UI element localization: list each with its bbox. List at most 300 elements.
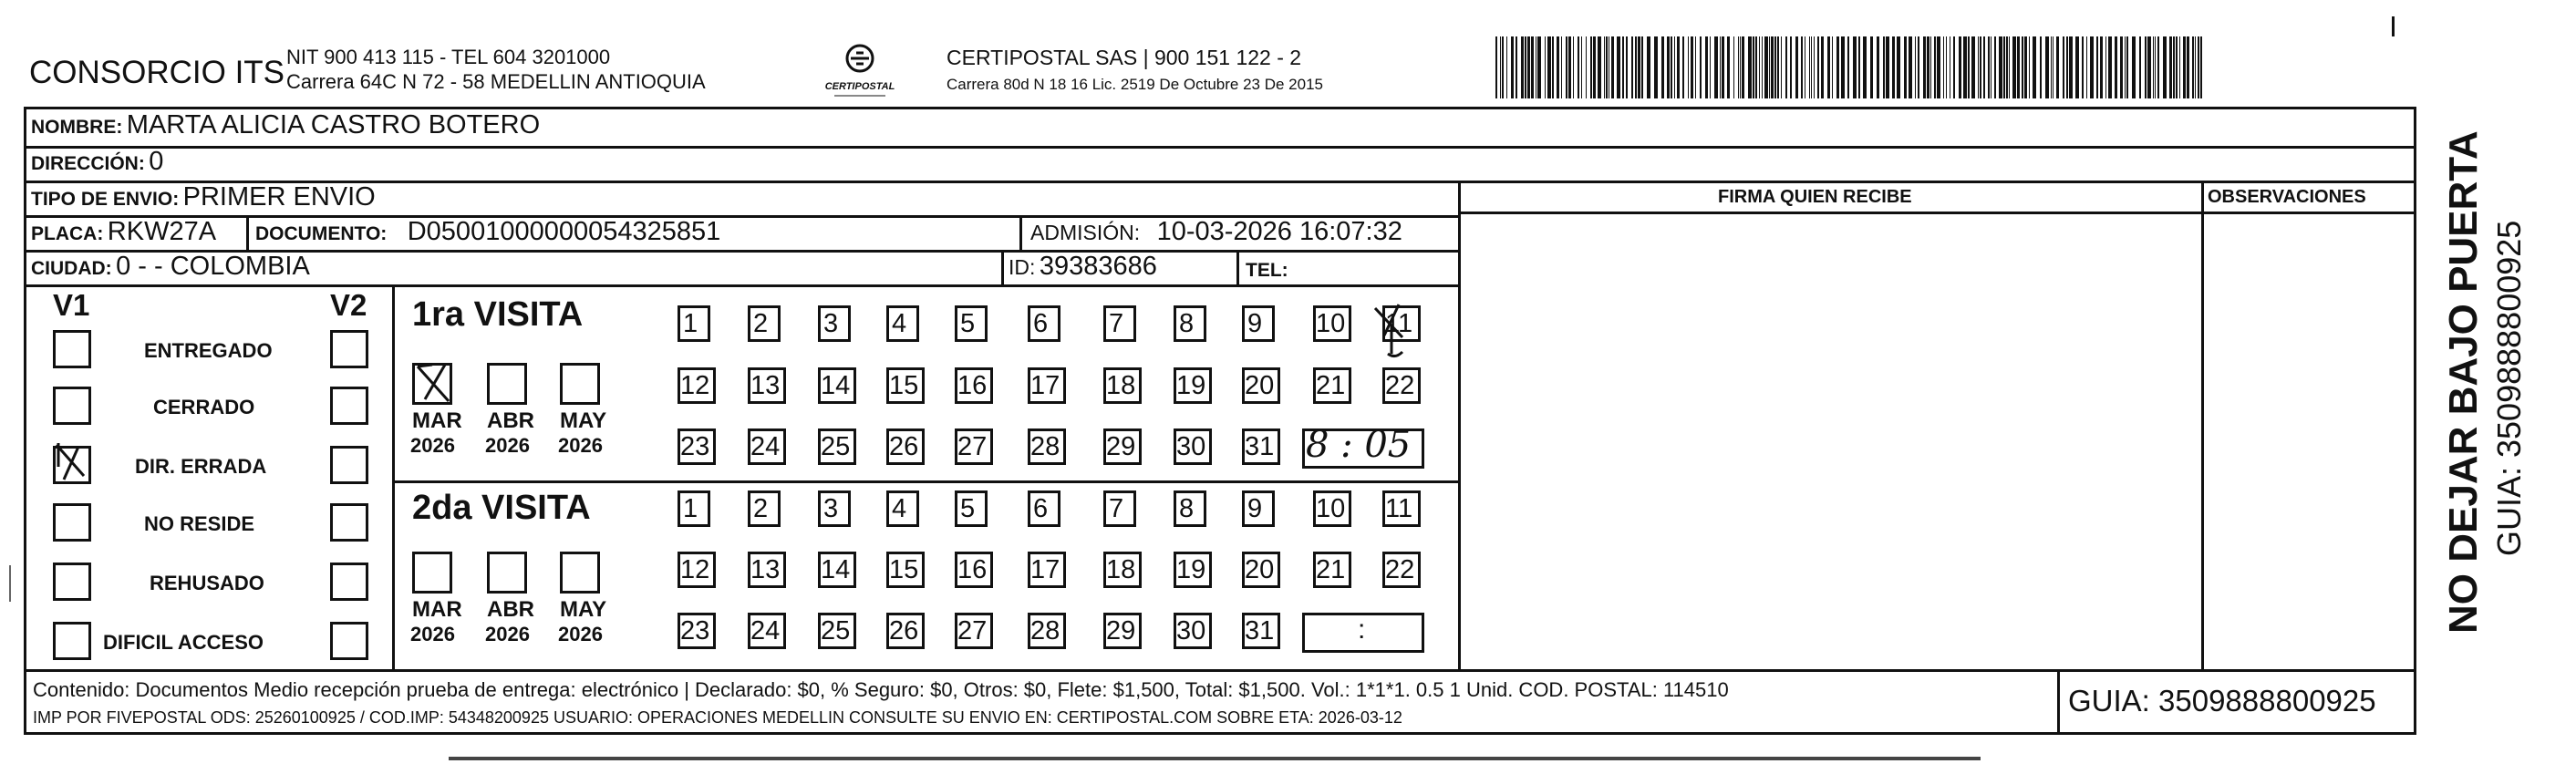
barcode-bar [2153, 36, 2154, 98]
visit1-day-number: 8 [1179, 309, 1195, 338]
barcode-bar [1892, 36, 1895, 98]
svg-text:CERTIPOSTAL: CERTIPOSTAL [824, 81, 895, 92]
barcode-bar [1727, 36, 1730, 98]
barcode-bar [1495, 36, 1497, 98]
ciudad-label: CIUDAD: [31, 258, 112, 279]
documento-label: DOCUMENTO: [255, 223, 388, 244]
field-divider [246, 215, 249, 250]
barcode-bar [2132, 36, 2136, 98]
documento-value: D05001000000054325851 [407, 217, 721, 246]
status-label: ENTREGADO [144, 339, 273, 362]
barcode-bar [2145, 36, 2147, 98]
v2-checkbox[interactable] [330, 330, 368, 368]
visit1-day-number: 24 [750, 432, 781, 461]
tel-label: TEL: [1246, 260, 1288, 281]
visit2-day-number: 5 [960, 494, 976, 523]
barcode-bar [1827, 36, 1830, 98]
barcode-bar [1927, 36, 1929, 98]
barcode-bar [1883, 36, 1885, 98]
visit2-title: 2da VISITA [412, 489, 591, 527]
visit1-day-number: 14 [821, 371, 851, 400]
barcode-bar [2183, 36, 2186, 98]
barcode-bar [1586, 36, 1587, 98]
visit1-day-number: 6 [1033, 309, 1049, 338]
barcode-bar [1691, 36, 1693, 98]
left-edge-tick [9, 565, 11, 602]
barcode-bar [1748, 36, 1752, 98]
direccion-label: DIRECCIÓN: [31, 153, 145, 174]
barcode-bar [1814, 36, 1815, 98]
visit1-day-number: 2 [753, 309, 769, 338]
visit2-day-number: 8 [1179, 494, 1195, 523]
barcode-bar [1774, 36, 1776, 98]
visit2-day-number: 28 [1030, 616, 1060, 645]
barcode-bar [1700, 36, 1702, 98]
visit1-month-label: MAR [412, 408, 462, 433]
visit2-day-number: 27 [957, 616, 988, 645]
barcode-bar [1502, 36, 1504, 98]
v1-checkbox[interactable] [53, 563, 91, 601]
visit2-day-number: 10 [1316, 494, 1346, 523]
tel-field [1246, 255, 1288, 282]
barcode-bar [1886, 36, 1889, 98]
barcode-bar [1870, 36, 1873, 98]
barcode-bar [1809, 36, 1810, 98]
barcode-bar [2200, 36, 2202, 98]
visit2-day-number: 6 [1033, 494, 1049, 523]
barcode-bar [2115, 36, 2117, 98]
barcode-bar [1506, 36, 1507, 98]
barcode-bar [1959, 36, 1961, 98]
visit2-day-number: 21 [1316, 555, 1346, 584]
barcode-bar [2075, 36, 2079, 98]
v2-checkbox[interactable] [330, 563, 368, 601]
barcode-bar [1606, 36, 1608, 98]
barcode-bar [1821, 36, 1824, 98]
barcode-bar [1511, 36, 1514, 98]
barcode-bar [2096, 36, 2098, 98]
barcode-bar [1795, 36, 1798, 98]
barcode-bar [1545, 36, 1546, 98]
visit1-day-number: 7 [1109, 309, 1124, 338]
v2-checkbox[interactable] [330, 622, 368, 660]
visit1-day-number: 5 [960, 309, 976, 338]
visit1-day-number: 18 [1106, 371, 1136, 400]
barcode-bar [1622, 36, 1624, 98]
visit2-month-label: MAR [412, 597, 462, 622]
v1-checkbox[interactable] [53, 330, 91, 368]
barcode-bar [1785, 36, 1787, 98]
barcode-bar [1682, 36, 1684, 98]
barcode-bar [1667, 36, 1670, 98]
barcode-bar [1578, 36, 1579, 98]
barcode-bar [1817, 36, 1819, 98]
visit1-month-label: ABR [487, 408, 534, 433]
visit2-day-number: 22 [1385, 555, 1415, 584]
section-divider [2057, 669, 2060, 735]
barcode-bar [2009, 36, 2010, 98]
certipostal-line1: CERTIPOSTAL SAS | 900 151 122 - 2 [947, 46, 1302, 69]
placa-value: RKW27A [107, 217, 217, 246]
barcode-bar [2120, 36, 2123, 98]
barcode-bar [1836, 36, 1839, 98]
company-address: Carrera 64C N 72 - 58 MEDELLIN ANTIOQUIA [286, 70, 706, 93]
visit2-day-number: 20 [1245, 555, 1275, 584]
barcode-bar [2192, 36, 2194, 98]
barcode-bar [1566, 36, 1567, 98]
visit1-day-number: 15 [889, 371, 919, 400]
barcode-bar [1677, 36, 1680, 98]
barcode-bar [2179, 36, 2180, 98]
barcode-bar [2017, 36, 2020, 98]
visit1-day-number: 16 [957, 371, 988, 400]
visit1-year-label: 2026 [485, 434, 530, 457]
barcode-bar [1527, 36, 1530, 98]
certipostal-logo [814, 38, 905, 102]
visit1-day-number: 10 [1316, 309, 1346, 338]
visit1-day-number: 9 [1247, 309, 1263, 338]
barcode-bar [1904, 36, 1907, 98]
barcode-bar [2006, 36, 2008, 98]
tipo-envio-field [31, 184, 376, 211]
tipo-envio-value: PRIMER ENVIO [182, 182, 376, 212]
form-frame [24, 107, 2416, 735]
visit1-title: 1ra VISITA [412, 295, 584, 334]
barcode-bar [1626, 36, 1628, 98]
field-divider [1001, 250, 1004, 284]
barcode-bar [1753, 36, 1754, 98]
barcode-bar [1722, 36, 1724, 98]
barcode-bar [1500, 36, 1501, 98]
visit2-day-number: 15 [889, 555, 919, 584]
admision-field [1030, 219, 1402, 245]
status-label: NO RESIDE [144, 512, 255, 535]
barcode-bar [1531, 36, 1534, 98]
visit1-day-number: 4 [892, 309, 907, 338]
barcode-bar [1994, 36, 1996, 98]
documento-field [255, 219, 720, 245]
side-guia: GUIA: 3509888800925 [2490, 220, 2528, 556]
barcode-bar [1762, 36, 1763, 98]
visit1-day-number: 23 [680, 432, 710, 461]
field-divider [1019, 215, 1022, 250]
section-divider [392, 284, 395, 669]
barcode-bar [1631, 36, 1633, 98]
barcode-bar [2086, 36, 2087, 98]
barcode-bar [1978, 36, 1979, 98]
barcode-bar [2012, 36, 2016, 98]
visit1-day-number: 13 [750, 371, 781, 400]
barcode-bar [2053, 36, 2054, 98]
barcode-bar [1909, 36, 1912, 98]
visit1-day-number: 30 [1176, 432, 1206, 461]
visit2-month-label: MAY [560, 597, 607, 622]
visit2-day-number: 14 [821, 555, 851, 584]
visit2-day-number: 9 [1247, 494, 1263, 523]
status-label: REHUSADO [150, 572, 264, 594]
row-divider [24, 284, 1458, 287]
footer-imp: IMP POR FIVEPOSTAL ODS: 25260100925 / COD.IMP: 54348200925 USUARIO: OPERACIONES MEDELLIN CONSULTE SU ENVIO EN: CERTIPOSTAL.COM SOBRE ETA: 2026-03-12 [33, 708, 1402, 727]
visit1-year-label: 2026 [410, 434, 455, 457]
barcode-bar [2187, 36, 2189, 98]
barcode-bar [1918, 36, 1919, 98]
barcode-bar [1661, 36, 1664, 98]
barcode-bar [1953, 36, 1955, 98]
visit1-day-number: 1 [683, 309, 698, 338]
barcode-bar [1847, 36, 1849, 98]
visit1-day-number: 3 [823, 309, 839, 338]
barcode-bar [1983, 36, 1985, 98]
barcode-bar [1968, 36, 1970, 98]
certipostal-line2: Carrera 80d N 18 16 Lic. 2519 De Octubre 23 De 2015 [947, 76, 1323, 93]
barcode [1495, 36, 2202, 98]
row-divider [24, 146, 2416, 149]
barcode-bar [2108, 36, 2112, 98]
barcode-bar [1521, 36, 1524, 98]
barcode-bar [1923, 36, 1926, 98]
barcode-bar [1590, 36, 1592, 98]
barcode-bar [1705, 36, 1708, 98]
field-divider [1236, 250, 1239, 284]
visit2-month-checkbox[interactable] [560, 552, 600, 594]
visit1-month-checkbox[interactable] [560, 363, 600, 405]
check-mark-day-11 [1371, 299, 1417, 363]
direccion-field [31, 149, 163, 175]
admision-label: ADMISIÓN: [1030, 221, 1141, 244]
v1-header: V1 [53, 288, 90, 322]
barcode-bar [2029, 36, 2030, 98]
barcode-bar [2069, 36, 2073, 98]
bottom-rule [449, 757, 1981, 760]
barcode-bar [1980, 36, 1981, 98]
barcode-bar [2024, 36, 2027, 98]
barcode-bar [2040, 36, 2042, 98]
barcode-bar [1568, 36, 1571, 98]
barcode-bar [1759, 36, 1760, 98]
v2-checkbox[interactable] [330, 387, 368, 425]
barcode-bar [1781, 36, 1782, 98]
check-mark-visit1-mar [412, 359, 458, 408]
v1-checkbox[interactable] [53, 387, 91, 425]
firma-header: FIRMA QUIEN RECIBE [1718, 187, 1912, 207]
barcode-bar [2033, 36, 2036, 98]
barcode-bar [1635, 36, 1637, 98]
visit2-day-number: 29 [1106, 616, 1136, 645]
visit2-day-number: 17 [1030, 555, 1060, 584]
barcode-bar [2100, 36, 2103, 98]
barcode-bar [1841, 36, 1845, 98]
barcode-bar [1943, 36, 1944, 98]
barcode-bar [1525, 36, 1526, 98]
barcode-bar [1742, 36, 1744, 98]
col-divider [1458, 181, 1461, 669]
visit1-day-number: 21 [1316, 371, 1346, 400]
barcode-bar [1674, 36, 1675, 98]
barcode-bar [1617, 36, 1620, 98]
visit2-year-label: 2026 [558, 623, 603, 645]
barcode-bar [1581, 36, 1582, 98]
barcode-bar [2163, 36, 2167, 98]
barcode-bar [1897, 36, 1900, 98]
barcode-bar [1641, 36, 1643, 98]
visit2-day-number: 23 [680, 616, 710, 645]
visit1-day-number: 20 [1245, 371, 1275, 400]
visit1-day-number: 17 [1030, 371, 1060, 400]
barcode-bar [1853, 36, 1857, 98]
barcode-bar [1611, 36, 1614, 98]
visit2-day-number: 4 [892, 494, 907, 523]
visit1-month-label: MAY [560, 408, 607, 433]
barcode-bar [1946, 36, 1947, 98]
barcode-bar [1720, 36, 1721, 98]
status-label: DIR. ERRADA [135, 455, 267, 478]
row-divider [1458, 212, 2416, 214]
barcode-bar [2063, 36, 2064, 98]
status-label: DIFICIL ACCESO [103, 631, 264, 654]
nombre-field [31, 112, 540, 139]
barcode-bar [2045, 36, 2049, 98]
top-right-tick [2392, 16, 2395, 36]
barcode-bar [1710, 36, 1711, 98]
status-label: CERRADO [153, 396, 255, 418]
barcode-bar [1654, 36, 1658, 98]
company-name: CONSORCIO ITS [29, 55, 285, 90]
visit2-year-label: 2026 [485, 623, 530, 645]
check-mark-dir-errada [51, 439, 91, 485]
visit1-day-number: 31 [1245, 432, 1275, 461]
tipo-envio-label: TIPO DE ENVIO: [31, 189, 180, 210]
visit1-day-number: 11 [1385, 309, 1413, 338]
barcode-bar [1832, 36, 1833, 98]
visit2-day-number: 2 [753, 494, 769, 523]
visit2-time: : [1358, 614, 1366, 645]
barcode-bar [1769, 36, 1770, 98]
nombre-label: NOMBRE: [31, 117, 123, 138]
visit2-month-label: ABR [487, 597, 534, 622]
barcode-bar [2126, 36, 2128, 98]
barcode-bar [1771, 36, 1774, 98]
barcode-bar [1971, 36, 1975, 98]
barcode-bar [2082, 36, 2084, 98]
ciudad-value: 0 - - COLOMBIA [116, 252, 310, 281]
visit1-year-label: 2026 [558, 434, 603, 457]
barcode-bar [2051, 36, 2052, 98]
barcode-bar [2195, 36, 2196, 98]
ciudad-field [31, 253, 310, 280]
nombre-value: MARTA ALICIA CASTRO BOTERO [126, 110, 541, 139]
barcode-bar [1733, 36, 1734, 98]
admision-value: 10-03-2026 16:07:32 [1156, 217, 1402, 246]
v2-checkbox[interactable] [330, 503, 368, 542]
barcode-bar [2155, 36, 2156, 98]
visit1-day-number: 26 [889, 432, 919, 461]
barcode-bar [2147, 36, 2151, 98]
barcode-bar [1858, 36, 1860, 98]
visit1-day-number: 25 [821, 432, 851, 461]
barcode-bar [2090, 36, 2094, 98]
barcode-bar [1999, 36, 2002, 98]
direccion-value: 0 [149, 147, 164, 176]
id-field [1009, 253, 1157, 280]
barcode-bar [1790, 36, 1792, 98]
barcode-bar [2105, 36, 2106, 98]
v1-checkbox[interactable] [53, 503, 91, 542]
barcode-bar [1877, 36, 1879, 98]
visit2-day-number: 16 [957, 555, 988, 584]
visit1-day-number: 29 [1106, 432, 1136, 461]
barcode-bar [1598, 36, 1601, 98]
visit2-day-number: 24 [750, 616, 781, 645]
visit2-day-number: 3 [823, 494, 839, 523]
v2-checkbox[interactable] [330, 446, 368, 484]
v1-checkbox[interactable] [53, 622, 91, 660]
visit1-day-number: 28 [1030, 432, 1060, 461]
barcode-bar [1738, 36, 1739, 98]
footer-guia: GUIA: 3509888800925 [2068, 684, 2376, 718]
barcode-bar [1537, 36, 1541, 98]
v2-header: V2 [330, 288, 367, 322]
barcode-bar [1811, 36, 1812, 98]
visit2-day-number: 30 [1176, 616, 1206, 645]
barcode-bar [2176, 36, 2178, 98]
barcode-bar [1777, 36, 1779, 98]
barcode-bar [1963, 36, 1967, 98]
visit2-day-number: 18 [1106, 555, 1136, 584]
visit1-day-number: 22 [1385, 371, 1415, 400]
barcode-bar [1863, 36, 1867, 98]
barcode-bar [1988, 36, 1990, 98]
barcode-bar [1688, 36, 1689, 98]
barcode-bar [2066, 36, 2068, 98]
placa-field [31, 219, 216, 245]
barcode-bar [2169, 36, 2172, 98]
visit2-day-number: 31 [1245, 616, 1275, 645]
barcode-bar [1801, 36, 1803, 98]
barcode-bar [1604, 36, 1605, 98]
barcode-bar [1695, 36, 1696, 98]
visit2-day-number: 7 [1109, 494, 1124, 523]
barcode-bar [2198, 36, 2199, 98]
visit2-day-number: 25 [821, 616, 851, 645]
visit1-day-number: 12 [680, 371, 710, 400]
visit1-day-number: 19 [1176, 371, 1206, 400]
visit2-day-number: 1 [683, 494, 698, 523]
visit2-day-number: 12 [680, 555, 710, 584]
visit2-month-checkbox[interactable] [487, 552, 527, 594]
barcode-bar [1740, 36, 1741, 98]
barcode-bar [2022, 36, 2023, 98]
visit1-time: 8 : 05 [1306, 424, 1412, 466]
side-no-dejar: NO DEJAR BAJO PUERTA [2441, 130, 2486, 634]
barcode-bar [1714, 36, 1718, 98]
barcode-bar [1552, 36, 1554, 98]
barcode-bar [1930, 36, 1931, 98]
observaciones-header: OBSERVACIONES [2208, 187, 2366, 207]
barcode-bar [1937, 36, 1940, 98]
visit2-year-label: 2026 [410, 623, 455, 645]
barcode-bar [2139, 36, 2141, 98]
visit2-day-number: 26 [889, 616, 919, 645]
visit2-month-checkbox[interactable] [412, 552, 452, 594]
barcode-bar [2056, 36, 2059, 98]
barcode-bar [1671, 36, 1672, 98]
barcode-bar [1764, 36, 1768, 98]
visit1-month-checkbox[interactable] [487, 363, 527, 405]
barcode-bar [1593, 36, 1596, 98]
id-label: ID: [1009, 255, 1036, 279]
company-nit: NIT 900 413 115 - TEL 604 3201000 [286, 46, 611, 68]
barcode-bar [1516, 36, 1517, 98]
